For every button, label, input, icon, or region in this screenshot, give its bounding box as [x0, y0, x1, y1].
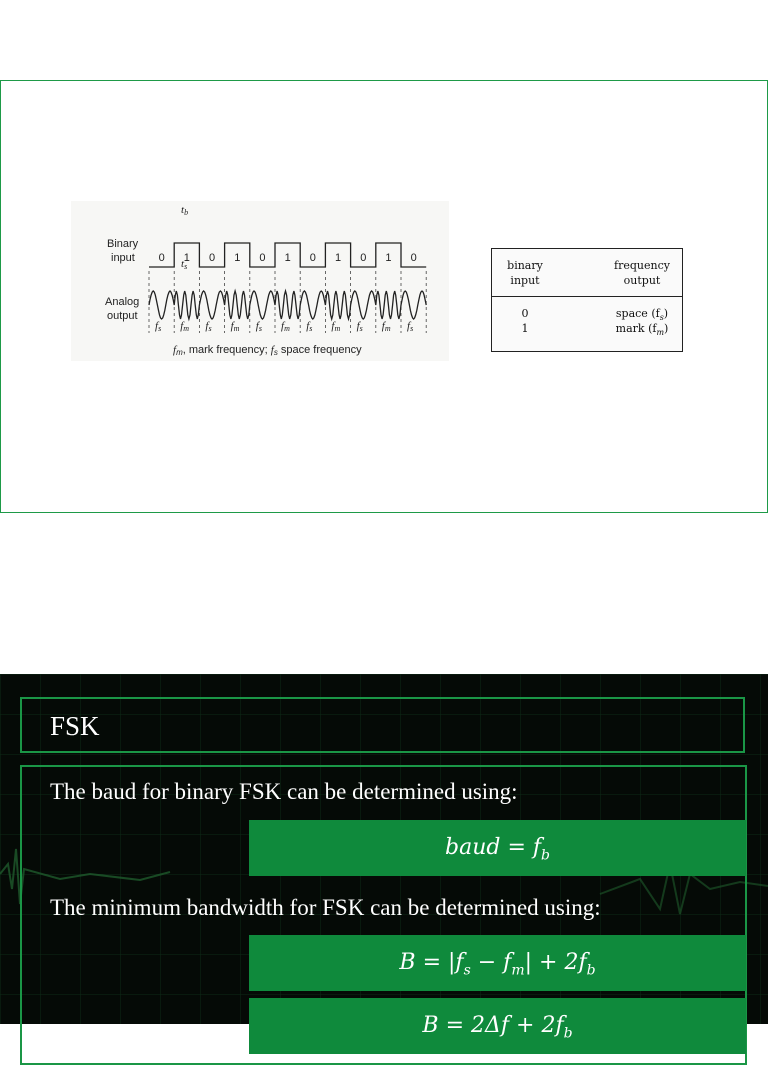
- bit-label: 1: [183, 252, 190, 264]
- bit-label: 1: [335, 252, 342, 264]
- output-label: output: [107, 310, 138, 322]
- row1-input: 0: [521, 307, 529, 320]
- row2-input: 1: [521, 322, 529, 335]
- fsk-waveform-diagram: [71, 201, 449, 361]
- frequency-label: fm: [381, 320, 391, 333]
- header-col1-line1: binary: [507, 259, 543, 272]
- bit-label: 1: [234, 252, 241, 264]
- frequency-labels: [155, 320, 413, 333]
- bit-label: 0: [360, 252, 367, 264]
- bit-label: 0: [259, 252, 266, 264]
- fsk-diagram-slide: [0, 80, 768, 513]
- row1-output: space $(f_s)$: [615, 307, 669, 323]
- bit-label: 0: [309, 252, 316, 264]
- svg-text:ts: ts: [181, 258, 188, 271]
- fsk-formula-slide: [0, 674, 768, 1042]
- frequency-label: fs: [306, 320, 313, 333]
- header-frequency-output: [607, 258, 677, 288]
- svg-text:tb: tb: [181, 204, 189, 217]
- header-binary-input: [500, 258, 550, 288]
- frequency-label: fm: [230, 320, 240, 333]
- bit-labels: [159, 252, 417, 264]
- row2-output: mark $(f_m)$: [615, 322, 669, 338]
- fsk-truth-table: [491, 248, 683, 352]
- bit-label: 0: [209, 252, 216, 264]
- frequency-label: fs: [407, 320, 414, 333]
- baud-description: The baud for binary FSK can be determined using:: [50, 779, 518, 804]
- baud-formula: baud = $f_b$: [249, 820, 746, 876]
- frequency-label: fm: [281, 320, 290, 333]
- bandwidth-formula-deviation: $B = 2\Delta f + 2f_b$: [249, 998, 746, 1054]
- header-col2-line1: frequency: [614, 259, 670, 272]
- bit-label: 0: [158, 252, 165, 264]
- waveform-svg: [71, 201, 449, 361]
- frequency-label: fm: [331, 320, 341, 333]
- frequency-label: fs: [255, 320, 262, 333]
- frequency-label: fs: [356, 320, 363, 333]
- frequency-label: fs: [155, 320, 162, 333]
- bit-label: 0: [410, 252, 417, 264]
- bandwidth-formula: $B = |f_s - f_m| + 2f_b$: [249, 935, 746, 991]
- input-label: input: [111, 252, 135, 264]
- diagram-caption: fm, mark frequency; fs space frequency: [173, 344, 362, 357]
- analog-label: Analog: [105, 296, 140, 308]
- frequency-label: fm: [180, 320, 190, 333]
- bit-label: 1: [385, 252, 392, 264]
- tb-marker: [181, 204, 188, 217]
- frequency-label: fs: [205, 320, 212, 333]
- bit-label: 1: [284, 252, 291, 264]
- header-col2-line2: output: [623, 274, 661, 287]
- bandwidth-description: The minimum bandwidth for FSK can be determined using:: [50, 895, 601, 920]
- header-col1-line2: input: [510, 274, 540, 287]
- slide-title: FSK: [50, 711, 100, 741]
- binary-label: Binary: [107, 238, 139, 250]
- title-box: [20, 697, 745, 753]
- analog-fsk-wave: [149, 291, 426, 319]
